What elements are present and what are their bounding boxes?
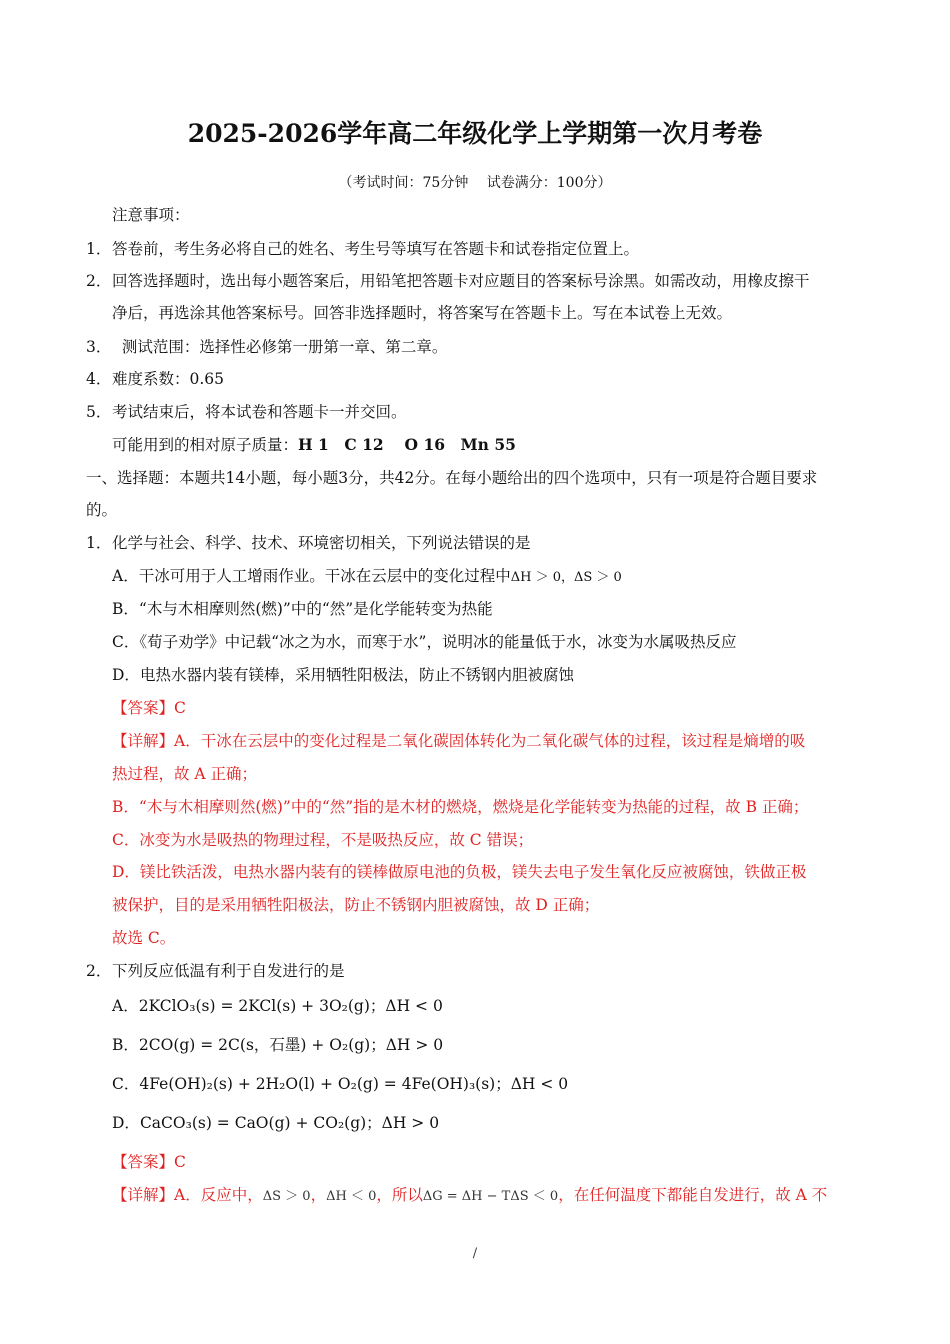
notice-item: 4．难度系数：0.65 <box>86 370 225 388</box>
explanation-line: B．“木与木相摩则然(燃)”中的“然”指的是木材的燃烧，燃烧是化学能转变为热能的过程，故 B 正确； <box>112 798 809 816</box>
page-footer: / <box>472 1246 478 1261</box>
answer-line: 【答案】C <box>112 699 186 717</box>
notice-item-continuation: 净后，再选涂其他答案标号。回答非选择题时，将答案写在答题卡上。写在本试卷上无效。 <box>112 304 733 322</box>
explanation-line: C．冰变为水是吸热的物理过程，不是吸热反应，故 C 错误； <box>112 831 534 849</box>
page-title: 2025-2026学年高二年级化学上学期第一次月考卷 <box>187 119 763 148</box>
section-heading-continuation: 的。 <box>86 501 118 519</box>
notice-heading: 注意事项： <box>112 206 190 224</box>
notice-item: 3． 测试范围：选择性必修第一册第一章、第二章。 <box>86 338 448 356</box>
question-option: C．《荀子劝学》中记载“冰之为水，而寒于水”，说明冰的能量低于水，冰变为水属吸热反应 <box>112 633 737 651</box>
explanation-line: 【详解】A．反应中，ΔS ＞ 0，ΔH ＜ 0，所以ΔG = ΔH − TΔS ＜ 0，在任何温度下都能自发进行，故 A 不 <box>112 1186 828 1204</box>
section-heading: 一、选择题：本题共14小题，每小题3分，共42分。在每小题给出的四个选项中，只有一项是符合题目要求 <box>86 469 818 487</box>
explanation-line: 热过程，故 A 正确； <box>112 765 258 783</box>
notice-item: 1．答卷前，考生务必将自己的姓名、考生号等填写在答题卡和试卷指定位置上。 <box>86 240 640 258</box>
exam-info: （考试时间：75分钟 试卷满分：100分） <box>338 175 612 191</box>
question-option: C．4Fe(OH)₂(s) + 2H₂O(l) + O₂(g) = 4Fe(OH)₃(s)；ΔH < 0 <box>112 1075 569 1093</box>
explanation-line: 故选 C。 <box>112 929 176 947</box>
question-option: D．CaCO₃(s) = CaO(g) + CO₂(g)；ΔH > 0 <box>112 1114 440 1132</box>
question-option: A．干冰可用于人工增雨作业。干冰在云层中的变化过程中ΔH ＞ 0，ΔS ＞ 0 <box>112 567 622 585</box>
explanation-line: 【详解】A．干冰在云层中的变化过程是二氧化碳固体转化为二氧化碳气体的过程，该过程是熵增的吸 <box>112 732 806 750</box>
explanation-line: D．镁比铁活泼，电热水器内装有的镁棒做原电池的负极，镁失去电子发生氧化反应被腐蚀，铁做正极 <box>112 863 807 881</box>
atomic-mass-line: 可能用到的相对原子质量：H 1 C 12 O 16 Mn 55 <box>112 435 516 454</box>
question-option: B．2CO(g) = 2C(s，石墨) + O₂(g)；ΔH > 0 <box>112 1036 444 1054</box>
explanation-line: 被保护，目的是采用牺牲阳极法，防止不锈钢内胆被腐蚀，故 D 正确； <box>112 896 600 914</box>
question-option: B．“木与木相摩则然(燃)”中的“然”是化学能转变为热能 <box>112 600 493 618</box>
question-option: A．2KClO₃(s) = 2KCl(s) + 3O₂(g)；ΔH < 0 <box>112 997 443 1015</box>
notice-item: 5．考试结束后，将本试卷和答题卡一并交回。 <box>86 403 407 421</box>
question-stem: 1．化学与社会、科学、技术、环境密切相关，下列说法错误的是 <box>86 534 531 552</box>
question-stem: 2．下列反应低温有利于自发进行的是 <box>86 962 345 980</box>
notice-item: 2．回答选择题时，选出每小题答案后，用铅笔把答题卡对应题目的答案标号涂黑。如需改动，用橡皮擦干 <box>86 272 810 290</box>
question-option: D．电热水器内装有镁棒，采用牺牲阳极法，防止不锈钢内胆被腐蚀 <box>112 666 574 684</box>
answer-line: 【答案】C <box>112 1153 186 1171</box>
